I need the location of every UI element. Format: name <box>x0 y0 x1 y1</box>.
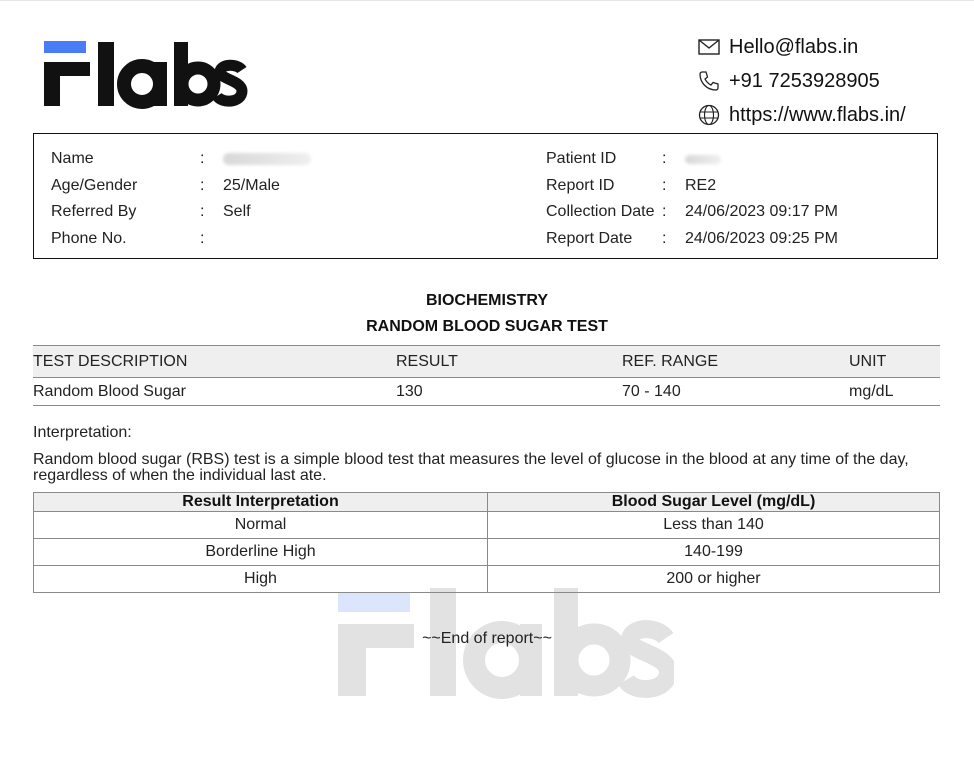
col-blood-sugar-level: Blood Sugar Level (mg/dL) <box>488 493 940 512</box>
age-row <box>51 173 311 200</box>
colon: : <box>662 229 667 247</box>
interpretation-header-row <box>34 493 940 512</box>
interpretation-label: Interpretation: <box>33 424 132 441</box>
phone-text[interactable]: +91 7253928905 <box>729 69 880 92</box>
report-date-value: 24/06/2023 09:25 PM <box>685 229 839 247</box>
contact-website[interactable] <box>697 98 957 132</box>
interpretation-cell: High <box>34 566 488 593</box>
col-test-description: TEST DESCRIPTION <box>33 346 396 378</box>
interpretation-cell: Normal <box>34 512 488 539</box>
level-cell: 140-199 <box>488 539 940 566</box>
patient-info-box <box>33 133 938 259</box>
patient-info-left <box>51 146 311 252</box>
patient-info-right <box>546 146 838 252</box>
report-date-label: Report Date <box>546 229 633 247</box>
end-of-report: ~~End of report~~ <box>422 630 552 647</box>
colon: : <box>200 229 205 247</box>
redacted-name <box>223 153 311 165</box>
results-table <box>33 345 940 406</box>
patient-id-label: Patient ID <box>546 150 617 168</box>
website-link[interactable]: https://www.flabs.in/ <box>729 103 906 126</box>
top-border <box>0 0 974 1</box>
globe-icon <box>697 103 721 127</box>
level-cell: Less than 140 <box>488 512 940 539</box>
age-value: 25/Male <box>223 176 280 194</box>
colon: : <box>200 203 205 221</box>
contact-phone[interactable] <box>697 64 957 98</box>
colon: : <box>200 150 205 168</box>
colon: : <box>662 150 667 168</box>
redacted-patient-id <box>685 155 721 164</box>
table-row <box>33 378 940 406</box>
table-row <box>34 512 940 539</box>
contact-email[interactable] <box>697 30 957 64</box>
unit-cell: mg/dL <box>849 378 940 406</box>
collection-value: 24/06/2023 09:17 PM <box>685 203 839 221</box>
patient-id-row <box>546 146 838 173</box>
department-heading: BIOCHEMISTRY <box>425 292 549 309</box>
report-id-row <box>546 173 838 200</box>
col-unit: UNIT <box>849 346 940 378</box>
flabs-logo <box>42 38 252 112</box>
level-cell: 200 or higher <box>488 566 940 593</box>
referred-value: Self <box>223 203 251 221</box>
age-label: Age/Gender <box>51 176 138 194</box>
interpretation-text: Random blood sugar (RBS) test is a simple blood test that measures the level of glucose in the blood at any time of the day, regardless of when the individual last ate. <box>33 451 909 484</box>
colon: : <box>200 176 205 194</box>
test-name-cell: Random Blood Sugar <box>33 378 396 406</box>
name-label: Name <box>51 150 94 168</box>
interpretation-table <box>33 492 940 593</box>
test-title: RANDOM BLOOD SUGAR TEST <box>366 318 608 335</box>
collection-label: Collection Date <box>546 203 655 221</box>
interpretation-cell: Borderline High <box>34 539 488 566</box>
report-id-value: RE2 <box>685 176 717 194</box>
results-header-row <box>33 346 940 378</box>
phone-icon <box>697 69 721 93</box>
name-row <box>51 146 311 173</box>
flabs-logo-graphic <box>42 38 252 112</box>
table-row <box>34 566 940 593</box>
collection-row <box>546 199 838 226</box>
phone-row <box>51 226 311 253</box>
referred-label: Referred By <box>51 203 137 221</box>
colon: : <box>662 203 667 221</box>
report-id-label: Report ID <box>546 176 615 194</box>
result-cell: 130 <box>396 378 622 406</box>
phone-label: Phone No. <box>51 229 127 247</box>
ref-range-cell: 70 - 140 <box>622 378 849 406</box>
col-ref-range: REF. RANGE <box>622 346 849 378</box>
col-result: RESULT <box>396 346 622 378</box>
col-result-interpretation: Result Interpretation <box>34 493 488 512</box>
report-date-row <box>546 226 838 253</box>
colon: : <box>662 176 667 194</box>
email-text[interactable]: Hello@flabs.in <box>729 35 859 58</box>
referred-row <box>51 199 311 226</box>
contact-block <box>697 30 957 132</box>
table-row <box>34 539 940 566</box>
mail-icon <box>697 35 721 59</box>
